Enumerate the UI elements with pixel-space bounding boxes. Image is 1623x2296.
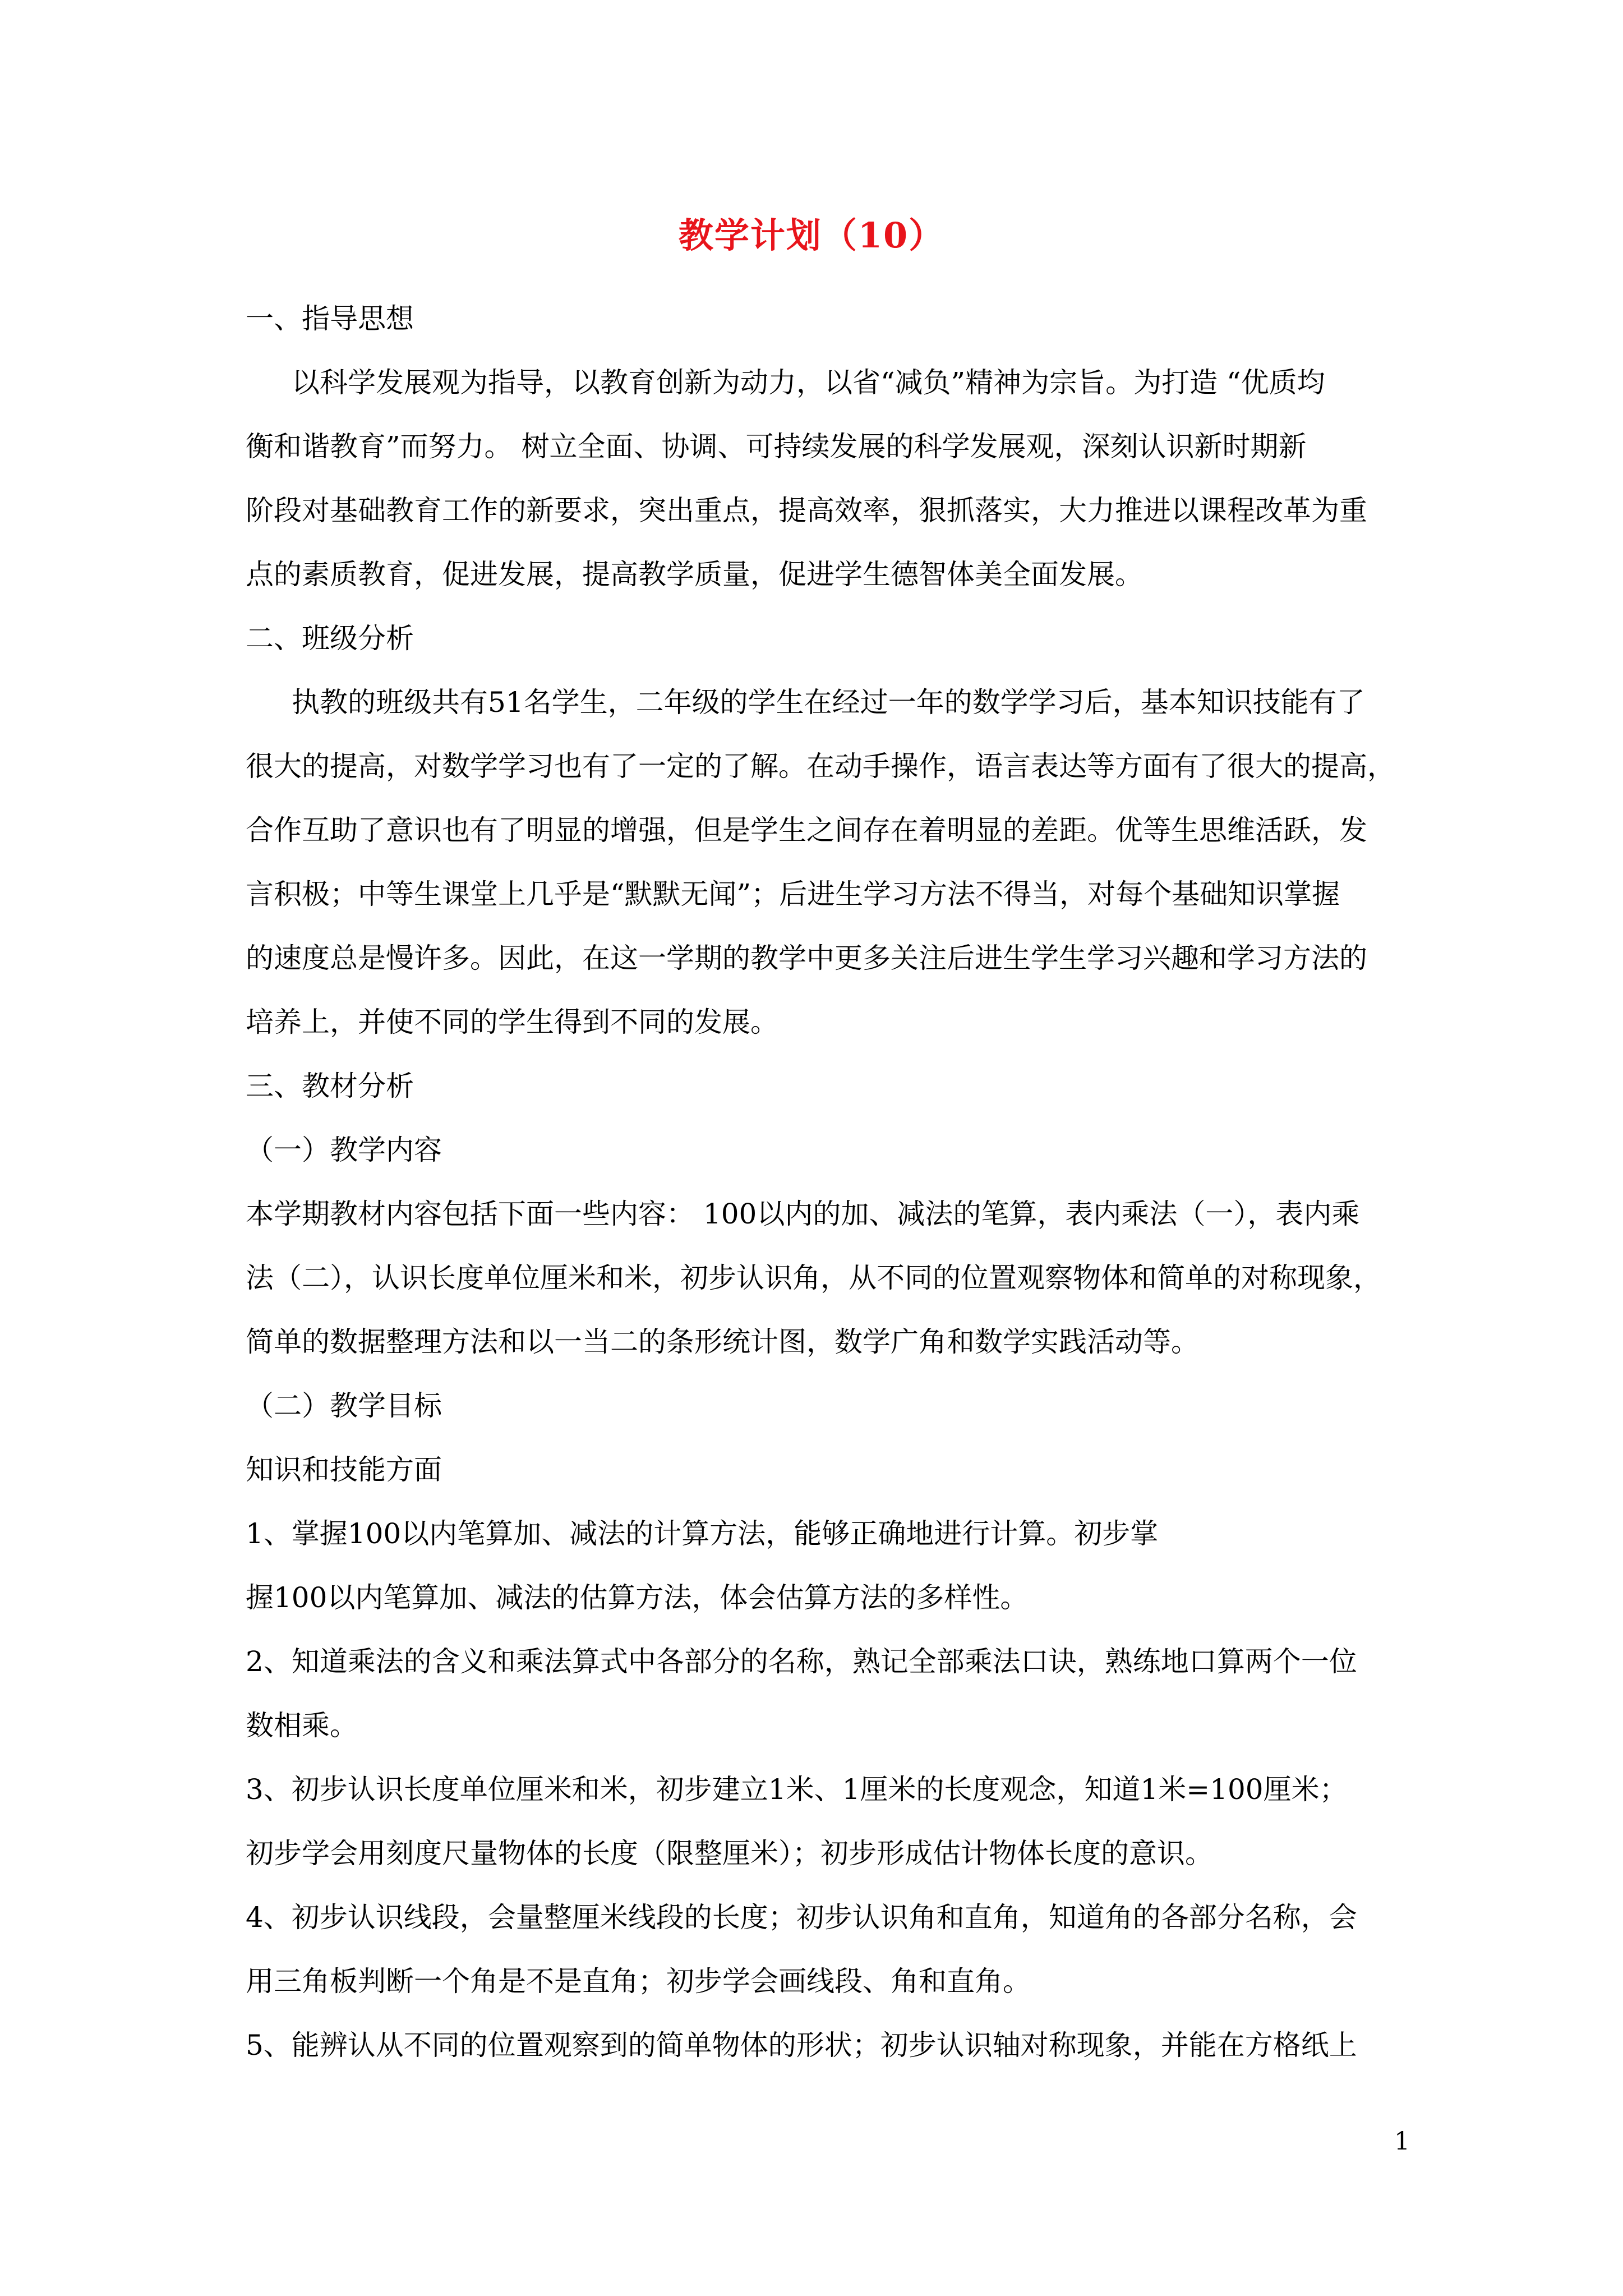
paragraph-line: 简单的数据整理方法和以一当二的条形统计图，数学广角和数学实践活动等。	[246, 1326, 1199, 1358]
paragraph-line: 合作互助了意识也有了明显的增强，但是学生之间存在着明显的差距。优等生思维活跃，发	[246, 814, 1367, 846]
list-item-2-cont: 数相乘。	[246, 1709, 358, 1742]
paragraph-line: 点的素质教育，促进发展，提高教学质量，促进学生德智体美全面发展。	[246, 558, 1143, 591]
paragraph-line: 言积极；中等生课堂上几乎是“默默无闻”；后进生学习方法不得当，对每个基础知识掌握	[246, 878, 1340, 910]
subheading-teaching-goals: （二）教学目标	[246, 1389, 442, 1422]
list-item-4: 4、初步认识线段，会量整厘米线段的长度；初步认识角和直角，知道角的各部分名称，会	[246, 1901, 1357, 1934]
paragraph-line: 培养上，并使不同的学生得到不同的发展。	[246, 1006, 778, 1038]
paragraph-line: 衡和谐教育”而努力。 树立全面、协调、可持续发展的科学发展观，深刻认识新时期新	[246, 430, 1307, 463]
subheading-knowledge-skills: 知识和技能方面	[246, 1453, 442, 1486]
paragraph-line: 的速度总是慢许多。因此，在这一学期的教学中更多关注后进生学生学习兴趣和学习方法的	[246, 942, 1367, 974]
list-item-2: 2、知道乘法的含义和乘法算式中各部分的名称，熟记全部乘法口诀，熟练地口算两个一位	[246, 1645, 1357, 1678]
paragraph-line: 很大的提高，对数学学习也有了一定的了解。在动手操作，语言表达等方面有了很大的提高，	[246, 750, 1395, 783]
list-item-1: 1、掌握100以内笔算加、减法的计算方法，能够正确地进行计算。初步掌	[246, 1517, 1159, 1550]
document-title: 教学计划（10）	[678, 215, 945, 256]
list-item-3: 3、初步认识长度单位厘米和米，初步建立1米、1厘米的长度观念，知道1米=100厘米；	[246, 1773, 1348, 1806]
page-number: 1	[1394, 2127, 1410, 2156]
list-item-5: 5、能辨认从不同的位置观察到的简单物体的形状；初步认识轴对称现象，并能在方格纸上	[246, 2029, 1357, 2062]
paragraph-line: 执教的班级共有51名学生，二年级的学生在经过一年的数学学习后，基本知识技能有了	[292, 686, 1365, 719]
heading-textbook-analysis: 三、教材分析	[246, 1070, 414, 1102]
paragraph-line: 阶段对基础教育工作的新要求，突出重点，提高效率，狠抓落实，大力推进以课程改革为重	[246, 494, 1367, 527]
list-item-3-cont: 初步学会用刻度尺量物体的长度（限整厘米）；初步形成估计物体长度的意识。	[246, 1837, 1213, 1870]
subheading-teaching-content: （一）教学内容	[246, 1134, 442, 1166]
heading-class-analysis: 二、班级分析	[246, 622, 414, 655]
paragraph-line: 以科学发展观为指导，以教育创新为动力，以省“减负”精神为宗旨。为打造 “优质均	[292, 366, 1325, 399]
heading-guiding-ideology: 一、指导思想	[246, 302, 414, 335]
list-item-4-cont: 用三角板判断一个角是不是直角；初步学会画线段、角和直角。	[246, 1965, 1031, 1998]
paragraph-line: 本学期教材内容包括下面一些内容： 100以内的加、减法的笔算，表内乘法（一），表内乘	[246, 1198, 1360, 1230]
paragraph-line: 法（二），认识长度单位厘米和米，初步认识角，从不同的位置观察物体和简单的对称现象，	[246, 1262, 1381, 1294]
list-item-1-cont: 握100以内笔算加、减法的估算方法，体会估算方法的多样性。	[246, 1581, 1029, 1614]
